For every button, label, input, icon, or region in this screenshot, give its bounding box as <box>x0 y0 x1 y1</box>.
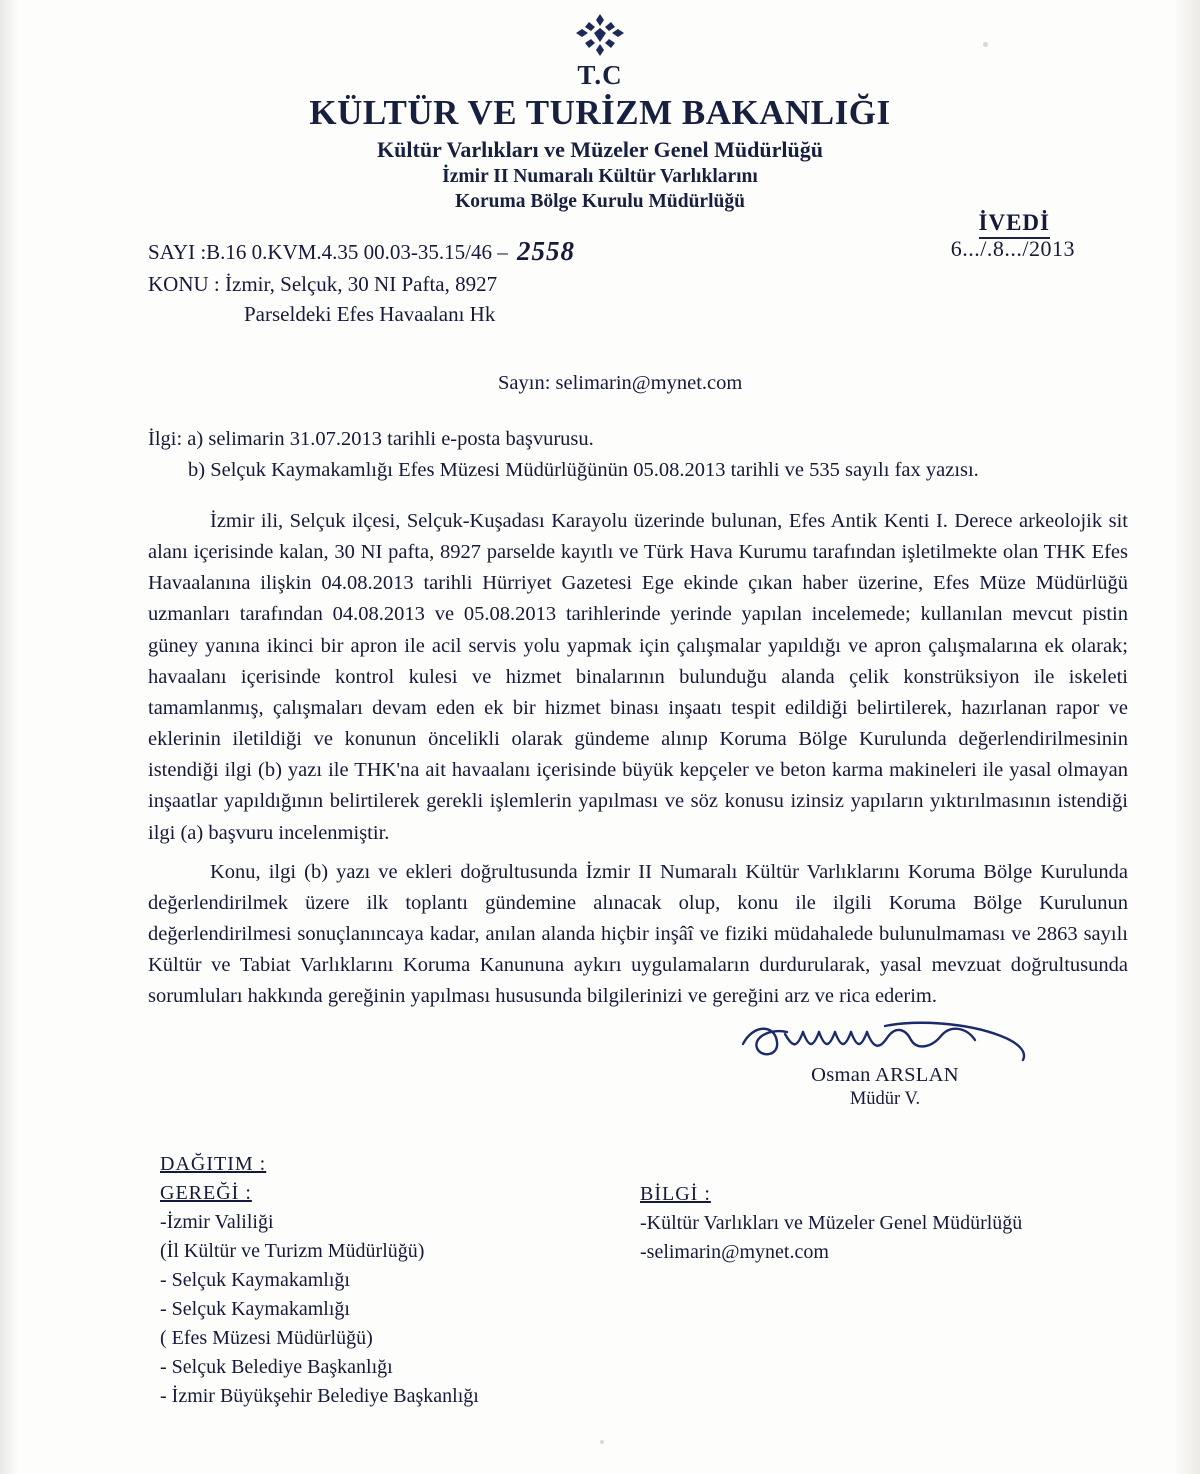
document-body <box>148 506 1128 1013</box>
header-board-line1: İzmir II Numaralı Kültür Varlıklarını <box>442 165 758 187</box>
signer-name: Osman ARSLAN <box>811 1064 959 1086</box>
sayi-value: :B.16 0.KVM.4.35 00.03-35.15/46 – <box>200 240 508 264</box>
body-paragraph-1: İzmir ili, Selçuk ilçesi, Selçuk-Kuşadası Karayolu üzerinde bulunan, Efes Antik Kenti I. Derece arkeolojik sit alanı içerisinde kalan, 30 NI pafta, 8927 parselde kayıtlı ve Türk Hava Kurumu tarafından işletilmekte olan THK Efes Havaalanına ilişkin 04.08.2013 tarihli Hürriyet Gazetesi Ege ekinde çıkan haber üzerine, Efes Müze Müdürlüğü uzmanları tarafından 04.08.2013 ve 05.08.2013 tarihlerinde yerinde yapılan incelemede; kullanılan mevcut pistin güney yanına ikinci bir apron ile acil servis yolu yapmak için çalışmalar yapıldığı ve apron çalışmalarına ek olarak; havaalanı içerisinde kontrol kulesi ve hizmet binalarının bulunduğu alanda çelik konstrüksiyon ile iskeleti tamamlanmış, çalışmaları devam eden ek bir hizmet binası inşaatı tespit edildiği belirtilerek, hazırlanan rapor ve eklerinin iletildiği ve konunun öncelikli olarak gündeme alınıp Koruma Bölge Kurulunda değerlendirilmesinin istendiği ilgi (b) yazı ile THK'na ait havaalanı içerisinde büyük kepçeler ve beton karma makineleri ile yasal olmayan inşaatlar yapıldığının belirtilerek gerekli işlemlerin yapılması ve söz konusu izinsiz yapıların yıktırılmasının istendiği ilgi (a) başvuru incelenmiştir. <box>148 510 1128 844</box>
distribution-subtitle: GEREĞİ : <box>160 1182 252 1204</box>
reference-a: İlgi: a) selimarin 31.07.2013 tarihli e-posta başvurusu. <box>148 428 594 450</box>
info-block <box>640 1180 1022 1267</box>
references-block <box>148 424 1080 486</box>
distribution-block <box>160 1150 479 1411</box>
document-date: 6.../.8.../2013 <box>950 236 1075 261</box>
konu-value-line2: Parseldeki Efes Havaalanı Hk <box>244 302 496 327</box>
distribution-item: - İzmir Büyükşehir Belediye Başkanlığı <box>160 1385 479 1407</box>
sayi-row <box>148 232 575 270</box>
info-title: BİLGİ : <box>640 1183 711 1205</box>
reference-b: b) Selçuk Kaymakamlığı Efes Müzesi Müdürlüğünün 05.08.2013 tarihli ve 535 sayılı fax yazısı. <box>188 458 979 481</box>
scan-speck <box>983 42 988 47</box>
distribution-item: (İl Kültür ve Turizm Müdürlüğü) <box>160 1240 425 1262</box>
distribution-item: -İzmir Valiliği <box>160 1211 274 1233</box>
signature-block <box>720 1018 1050 1110</box>
header-ministry: KÜLTÜR VE TURİZM BAKANLIĞI <box>309 93 891 132</box>
header-board-line2: Koruma Bölge Kurulu Müdürlüğü <box>455 191 745 213</box>
body-paragraph-2: Konu, ilgi (b) yazı ve ekleri doğrultusunda İzmir II Numaralı Kültür Varlıklarını Koruma Bölge Kurulunda değerlendirilmek üzere ilk toplantı gündemine alınacak olup, konu ile ilgili Koruma Bölge Kurulunun değerlendirilmesi sonuçlanıncaya kadar, anılan alanda hiçbir inşâî ve fiziki müdahalede bulunulmaması ve 2863 sayılı Kültür ve Tabiat Varlıklarını Koruma Kanununa aykırı uygulamaların durdurularak, yasal mevzuat doğrultusunda sorumluları hakkında gereğinin yapılması hususunda bilgilerinizi ve gereğini arz ve rica ederim. <box>148 860 1128 1008</box>
distribution-item: - Selçuk Kaymakamlığı <box>160 1298 350 1320</box>
konu-row <box>148 270 575 300</box>
priority-stamp <box>979 210 1050 239</box>
sayi-handwritten-number: 2558 <box>517 236 576 266</box>
header-tc: T.C <box>577 60 623 90</box>
handwritten-signature-icon <box>720 1018 1050 1062</box>
sayi-label: SAYI <box>148 240 196 264</box>
distribution-item: - Selçuk Belediye Başkanlığı <box>160 1356 393 1378</box>
konu-label: KONU <box>148 272 209 297</box>
distribution-item: - Selçuk Kaymakamlığı <box>160 1269 350 1291</box>
info-item: -Kültür Varlıkları ve Müzeler Genel Müdürlüğü <box>640 1212 1023 1234</box>
signer-title: Müdür V. <box>849 1089 921 1109</box>
document-meta <box>148 232 575 330</box>
header-directorate: Kültür Varlıkları ve Müzeler Genel Müdürlüğü <box>377 137 823 163</box>
scan-speck <box>600 1440 604 1444</box>
info-item: -selimarin@mynet.com <box>640 1241 829 1263</box>
document-header <box>0 60 1200 214</box>
ministry-emblem-icon <box>0 14 1200 60</box>
distribution-item: ( Efes Müzesi Müdürlüğü) <box>160 1327 373 1349</box>
distribution-title: DAĞITIM : <box>160 1153 267 1175</box>
recipient-line: Sayın: selimarin@mynet.com <box>498 372 743 394</box>
konu-value: : İzmir, Selçuk, 30 NI Pafta, 8927 <box>213 272 498 297</box>
priority-stamp-label: İVEDİ <box>978 210 1050 235</box>
